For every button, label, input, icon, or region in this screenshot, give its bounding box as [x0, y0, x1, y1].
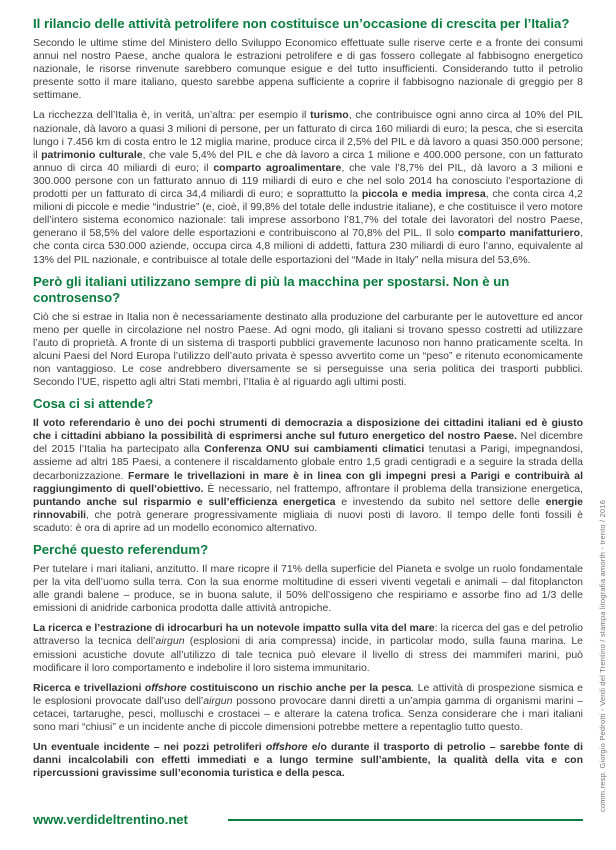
text-run: Ciò che si estrae in Italia non è necessariamente destinato alla produzione del carburante per le autovetture ed ancor meno per quelle in circolazione nel nostro Paese. Ad ogni modo, gli italiani si trovano spesso costretti ad utilizzare l’auto di proprietà. A fronte di un sistema di trasporti pubblici gravemente lacunoso non hanno praticamente scelta. In alcuni Paesi del Nord Europa l’utilizzo dell’auto privata è spesso avvertito come un “peso” e ritenuto economicamente non vantaggioso. Le cose andrebbero diversamente se si perseguisse una seria politica dei trasporti pubblici. Secondo l’UE, rispetto agli altri Stati membri, l’Italia è al riguardo agli ultimi posti. [33, 310, 583, 389]
text-run: La ricerca e l’estrazione di idrocarburi ha un notevole impatto sulla vita del mare [33, 622, 435, 635]
section-heading [33, 16, 583, 32]
text-run: , che conta circa 4,2 milioni di piccole e medie “industrie” (e, cioè, il 99,8% del totale delle industrie italiane), e che costituisce il vero motore dell’intero sistema economico nazionale: tali imprese assorbono l’81,7% del totale dei lavoratori del nostro Paese, generano il 58,5% del valore delle esportazioni e contribuiscono al 70,8% del PIL. Il solo [33, 188, 583, 240]
text-run: Il rilancio delle attività petrolifere non costituisce un’occasione di crescita per l’Italia? [33, 16, 570, 31]
text-run: , che vale 5,4% del PIL e che dà lavoro a circa 1 milione e 400.000 persone, con un fatturato annuo di circa 40 miliardi di euro; il [33, 148, 583, 174]
text-run: Il voto referendario è uno dei pochi strumenti di democrazia a disposizione dei cittadini italiani ed è giusto che i cittadini abbiano la possibilità di esprimersi anche sul futuro energetico del nostro Paese. [33, 417, 583, 443]
footer-rule [228, 819, 583, 821]
text-run: Cosa ci si attende? [33, 396, 154, 412]
text-run: piccola e media impresa [361, 188, 486, 201]
text-run: , che contribuisce ogni anno circa al 10% del PIL nazionale, dà lavoro a quasi 3 milioni di persone, per un fatturato di circa 160 miliardi di euro; la pesca, che si esercita lungo i 7.456 km di costa entro le 12 miglia marine, produce circa il 2,5% del PIL e dà lavoro a quasi 350.000 persone; il [33, 109, 583, 161]
text-run: : la ricerca del gas e del petrolio attraverso la tecnica dell’ [33, 622, 583, 648]
text-run: e/o durante il trasporto di petrolio – sarebbe fonte di danni incalcolabili con effetti immediati e a lungo termine sull’ambiente, la qualità della vita e con ripercussioni gravissime sull’economia turistica e della pesca. [33, 741, 583, 780]
section-heading [33, 396, 583, 412]
document-content [33, 13, 583, 787]
footer [33, 812, 583, 827]
text-run: energie rinnovabili [33, 495, 583, 521]
text-run: Ricerca e trivellazioni [33, 681, 145, 694]
text-run: puntando anche sul risparmio e sull’efficienza energetica [33, 495, 336, 508]
text-run: tenutasi a Parigi, impegnandosi, assieme ad altri 185 Paesi, a contenere il riscaldamento globale entro 1,5 gradi centigradi e a seguire la strada della decarbonizzazione. [33, 443, 584, 482]
text-run: possono provocare danni diretti a un’ampia gamma di organismi marini – cetacei, tartarughe, pesci, molluschi e crostacei – e alterare la catena trofica. Senza considerare che i mari italiani sono mari “chiusi” e un incidente anche di piccole dimensioni potrebbe mettere a repentaglio tutto questo. [33, 694, 583, 734]
text-run: . Le attività di prospezione sismica e le esplosioni provocate dall’uso dell’ [33, 681, 583, 707]
text-run: comparto agroalimentare [213, 161, 342, 174]
body-paragraph [33, 417, 583, 535]
text-run: offshore [144, 681, 187, 694]
section-heading [33, 542, 583, 558]
body-paragraph [33, 622, 583, 674]
text-run: offshore [265, 741, 308, 754]
text-run: comparto manifatturiero [457, 227, 581, 240]
text-run: Però gli italiani utilizzano sempre di più la macchina per spostarsi. Non è un controsenso? [33, 273, 510, 305]
body-paragraph [33, 109, 583, 266]
text-run: Nel dicembre del 2015 l’Italia ha partecipato alla [33, 430, 583, 456]
text-run: Per tutelare i mari italiani, anzitutto. Il mare ricopre il 71% della superficie del Pianeta e svolge un ruolo fondamentale per la vita dell’uomo sulla terra. Con la sua enorme moltitudine di esseri viventi vegetali e animali – dal fitoplancton alle grandi balene – produce, se in buona salute, il 50% dell’ossigeno che respiriamo e assorbe fino ad 1/3 delle emissioni di anidride carbonica prodotta dalle attività antropiche. [33, 563, 583, 615]
text-run: È necessario, nel frattempo, affrontare il problema della transizione energetica, [203, 482, 583, 495]
text-run: airgun [203, 694, 233, 707]
text-run: Conferenza ONU sui cambiamenti climatici [204, 443, 425, 456]
text-run: , che vale l’8,7% del PIL, dà lavoro a 3 milioni e 300.000 persone con un fatturato annuo di 119 miliardi di euro e che nel solo 2014 ha conosciuto l’esportazione di prodotti per un fatturato di circa 34,4 miliardi di euro; e soprattutto la [33, 161, 583, 201]
section-heading [33, 274, 583, 306]
text-run: , che potrà generare progressivamente migliaia di nuovi posti di lavoro. Il tempo delle fonti fossili è scaduto: è ora di aprire ad un modello economico alternativo. [33, 508, 583, 534]
website-link[interactable]: www.verdideltrentino.net [33, 812, 188, 827]
body-paragraph [33, 311, 583, 390]
body-paragraph [33, 37, 583, 102]
body-paragraph [33, 563, 583, 615]
text-run: La ricchezza dell’Italia è, in verità, un’altra: per esempio il [33, 109, 311, 122]
text-run: e investendo da subito nel settore delle [335, 495, 546, 508]
body-paragraph [33, 682, 583, 734]
text-run: Secondo le ultime stime del Ministero dello Sviluppo Economico effettuate sulle riserve certe e a fronte dei consumi annui nel nostro Paese, anche qualora le estrazioni petrolifere e di gas fossero collegate al fabbisogno energetico nazionale, le risorse rinvenute sarebbero comunque esigue e del tutto insufficienti. Considerando tutto il petrolio presente sotto il mare italiano, questo sarebbe appena sufficiente a coprire il fabbisogno nazionale di greggio per 8 settimane. [33, 37, 583, 102]
text-run: Un eventuale incidente – nei pozzi petroliferi [33, 741, 266, 754]
text-run: costituiscono un rischio anche per la pesca [186, 681, 412, 694]
text-run: (esplosioni di aria compressa) incide, in particolar modo, sulla fauna marina. Le emissioni acustiche dovute all’utilizzo di tale tecnica può elevare il livello di stress dei mammiferi marini, può modificare il loro comportamento e indebolire il loro sistema immunitario. [33, 635, 583, 674]
text-run: , che conta circa 530.000 aziende, occupa circa 4,8 milioni di addetti, fattura 230 miliardi di euro l’anno, equivalente al 13% del PIL nazionale, e contribuisce al totale delle esportazioni del “Made in Italy” nella misura del 53,6%. [33, 227, 583, 266]
text-run: turismo [310, 109, 349, 122]
print-credit-vertical: comm.resp. Giorgio Pedrotti - Verdi del Trentino / stampa litografia amorth - trento / 2016 [598, 499, 607, 812]
text-run: airgun [155, 635, 185, 648]
text-run: patrimonio culturale [41, 148, 143, 161]
body-paragraph [33, 741, 583, 780]
text-run: Fermare le trivellazioni in mare è in linea con gli impegni presi a Parigi e contribuirà al raggiungimento di quell’obiettivo. [33, 469, 583, 495]
text-run: Perché questo referendum? [33, 542, 209, 557]
